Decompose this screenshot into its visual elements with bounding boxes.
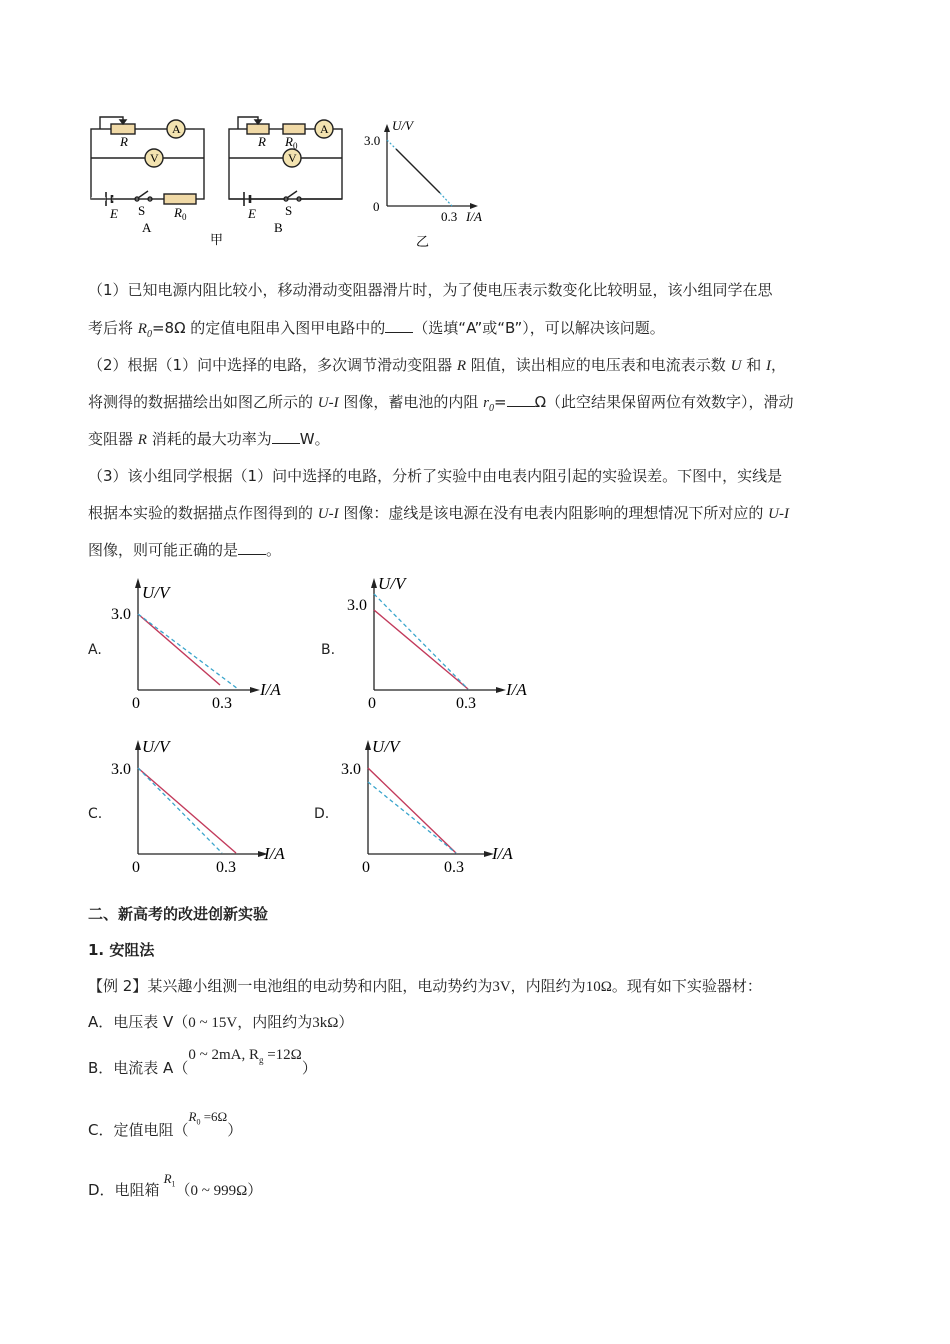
circuit-a-caption: A bbox=[142, 220, 152, 235]
option-d-xtick: 0.3 bbox=[444, 859, 464, 876]
graph-yi-ytick: 3.0 bbox=[364, 133, 381, 148]
graph-yi-xtick: 0.3 bbox=[441, 209, 458, 224]
equipment-d: D．电阻箱$R_1(0$ ~ 999Ω） bbox=[88, 1171, 263, 1199]
subsection-heading: 1. 安阻法 bbox=[88, 941, 155, 959]
option-a-xlabel: I/A bbox=[260, 680, 281, 699]
option-b-ylabel: U/V bbox=[378, 574, 406, 593]
q2-line3: 变阻器 R 消耗的最大功率为 W。 bbox=[88, 430, 330, 448]
circuit-b-r-label: R bbox=[258, 134, 266, 149]
q3-line2: 根据本实验的数据描点作图得到的 U-I 图像：虚线是该电源在没有电表内阻影响的理想情况下所对应的 U-I bbox=[88, 504, 789, 522]
option-d-label: D. bbox=[314, 806, 330, 822]
circuit-a-s-label: S bbox=[138, 203, 146, 218]
circuit-b-caption: B bbox=[274, 220, 283, 235]
section-heading: 二、新高考的改进创新实验 bbox=[88, 905, 269, 923]
top-figure bbox=[80, 108, 520, 258]
equipment-c: C．定值电阻$(R_0 =6\Omega)$ bbox=[88, 1109, 243, 1139]
circuit-a-r-label: R bbox=[120, 134, 128, 149]
option-c-ytick: 3.0 bbox=[111, 761, 131, 778]
circuit-b-r0-label: $R_0$ bbox=[285, 134, 298, 151]
q3-line1: （3）该小组同学根据（1）问中选择的电路，分析了实验中由电表内阻引起的实验误差。下图中，实线是 bbox=[88, 467, 783, 485]
option-c-ylabel: U/V bbox=[142, 737, 170, 756]
option-b-ytick: 3.0 bbox=[347, 597, 367, 614]
q2-line2: 将测得的数据描绘出如图乙所示的 U-I 图像，蓄电池的内阻 $r_0= \Omega$（此空结果保留两位有效数字），滑动 bbox=[88, 393, 794, 414]
option-d-ytick: 3.0 bbox=[341, 761, 361, 778]
option-a-ytick: 3.0 bbox=[111, 606, 131, 623]
circuit-b-s-label: S bbox=[285, 203, 293, 218]
option-c-xtick: 0.3 bbox=[216, 859, 236, 876]
equipment-a: A．电压表 V（0 ~ 15V，内阻约为3kΩ） bbox=[88, 1013, 354, 1031]
circuit-a-voltmeter-label: V bbox=[150, 151, 159, 165]
q1-answer-blank bbox=[385, 318, 413, 333]
option-b-graph bbox=[344, 572, 544, 720]
q2-power-blank bbox=[272, 429, 300, 444]
q3-line3: 图像，则可能正确的是 。 bbox=[88, 541, 282, 559]
graph-yi bbox=[384, 124, 478, 209]
option-c-xlabel: I/A bbox=[264, 844, 285, 863]
option-d-graph bbox=[338, 734, 538, 882]
option-a-graph bbox=[108, 572, 298, 720]
q3-answer-blank bbox=[238, 540, 266, 555]
option-a-xtick: 0.3 bbox=[212, 695, 232, 712]
q1-line2: 考后将 $R_0=8\Omega$ 的定值电阻串入图甲电路中的 （选填“A”或“B”），可以解决该问题。 bbox=[88, 319, 665, 340]
circuit-b-ammeter-label: A bbox=[320, 122, 329, 136]
circuit-b-e-label: E bbox=[248, 206, 256, 221]
option-a-origin: 0 bbox=[132, 695, 140, 712]
option-c-label: C. bbox=[88, 806, 103, 822]
example-2-intro: 【例 2】某兴趣小组测一电池组的电动势和内阻，电动势约为3V，内阻约为10Ω。现有如下实验器材： bbox=[88, 977, 762, 995]
equipment-b: B．电流表 A（0 ~ 2mA, $R_g =12\Omega$） bbox=[88, 1047, 317, 1077]
option-b-origin: 0 bbox=[368, 695, 376, 712]
circuit-a-ammeter-label: A bbox=[172, 122, 181, 136]
option-b-xlabel: I/A bbox=[506, 680, 527, 699]
option-b-xtick: 0.3 bbox=[456, 695, 476, 712]
option-b-label: B. bbox=[321, 642, 336, 658]
circuit-a-r0-label: $R_0$ bbox=[174, 205, 187, 222]
circuit-b-voltmeter-label: V bbox=[288, 151, 297, 165]
option-d-origin: 0 bbox=[362, 859, 370, 876]
q2-line1: （2）根据（1）问中选择的电路，多次调节滑动变阻器 R 阻值，读出相应的电压表和电流表示数 U 和 I， bbox=[88, 356, 786, 374]
option-d-xlabel: I/A bbox=[492, 844, 513, 863]
option-d-ylabel: U/V bbox=[372, 737, 400, 756]
option-c-origin: 0 bbox=[132, 859, 140, 876]
figure-jia-caption: 甲 bbox=[210, 232, 224, 247]
circuit-a-e-label: E bbox=[110, 206, 118, 221]
graph-yi-caption: 乙 bbox=[416, 234, 430, 249]
option-a-label: A. bbox=[88, 642, 102, 658]
q2-resistance-blank bbox=[507, 392, 535, 407]
graph-yi-ylabel: U/V bbox=[392, 118, 413, 133]
q1-line1: （1）已知电源内阻比较小，移动滑动变阻器滑片时，为了使电压表示数变化比较明显，该小组同学在思 bbox=[88, 281, 773, 299]
circuit-a bbox=[91, 117, 204, 206]
option-a-ylabel: U/V bbox=[142, 583, 170, 602]
option-c-graph bbox=[108, 734, 308, 882]
graph-yi-xlabel: I/A bbox=[466, 209, 482, 224]
graph-yi-origin: 0 bbox=[373, 199, 380, 214]
